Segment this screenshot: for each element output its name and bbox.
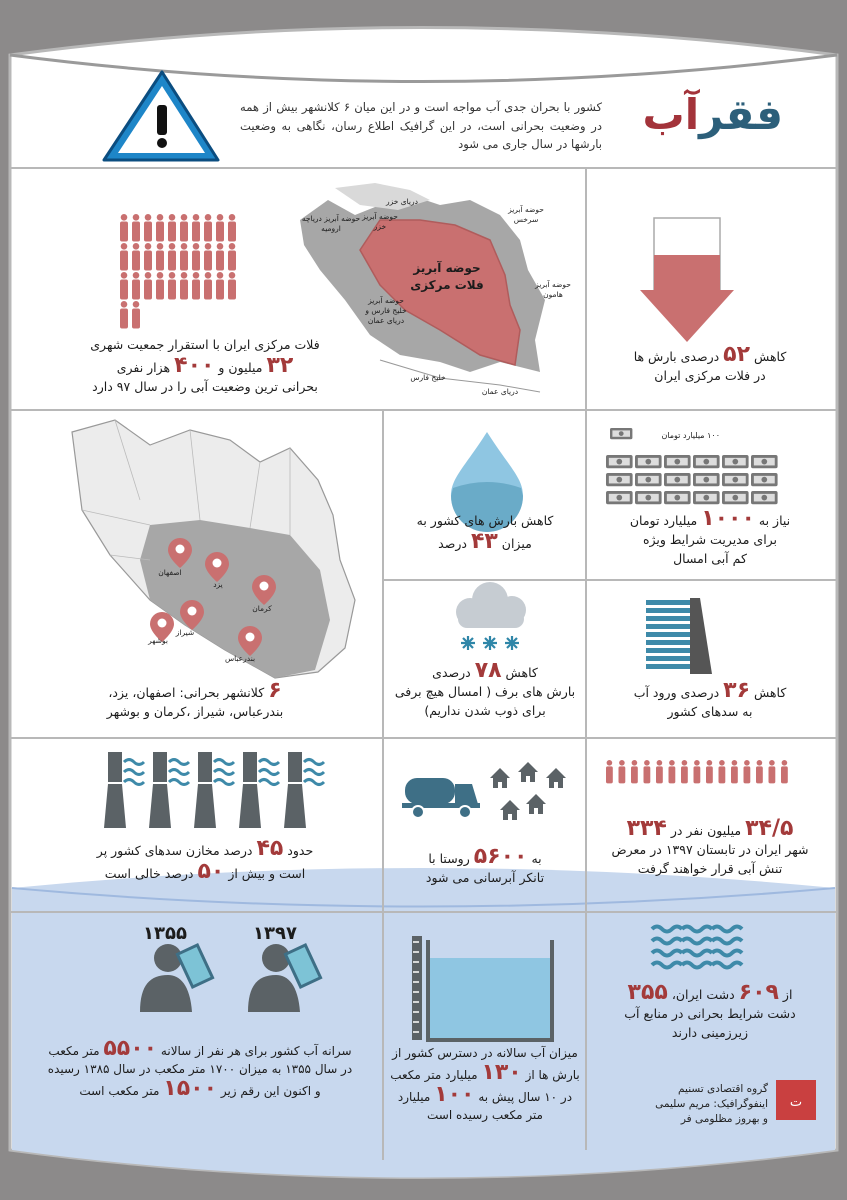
person-icon xyxy=(192,272,200,300)
map-label-urmia: حوضه آبریز دریاچه ارومیه xyxy=(301,214,361,233)
person-icon xyxy=(756,760,763,783)
money-line2: برای مدیریت شرایط ویژه xyxy=(642,531,778,547)
person-icon xyxy=(120,243,128,271)
dam-water-line xyxy=(646,616,690,621)
person-icon xyxy=(228,214,236,242)
plains-line2: دشت شرایط بحرانی در منابع آب xyxy=(624,1005,796,1021)
stress-line3: تنش آبی قرار خواهند گرفت xyxy=(637,860,783,876)
plains-pre: از xyxy=(782,987,793,1002)
population-number-1: ۳۲ xyxy=(266,352,294,378)
person-icon xyxy=(156,214,164,242)
snow-stat xyxy=(386,660,584,720)
person-icon xyxy=(719,760,726,783)
population-post: هزار نفری xyxy=(116,359,171,375)
person-icon xyxy=(744,760,751,783)
person-icon xyxy=(644,760,651,783)
person-icon xyxy=(204,272,212,300)
stress-number-2: ۳۳۴ xyxy=(626,816,667,841)
bill-icon xyxy=(664,491,691,504)
map-label-oman-sea: دریای عمان xyxy=(481,387,519,396)
dam-water-line xyxy=(646,624,690,629)
plains-number-2: ۳۵۵ xyxy=(627,980,668,1005)
bill-icon xyxy=(664,455,691,468)
population-stat xyxy=(60,336,350,396)
bill-icon xyxy=(693,455,720,468)
person-icon xyxy=(216,272,224,300)
cities-line2: بندرعباس، شیراز ،کرمان و بوشهر xyxy=(106,703,284,719)
bill-icon xyxy=(635,473,662,486)
reservoirs-mid: درصد مخازن سدهای کشور پر xyxy=(96,843,253,858)
person-icon xyxy=(228,272,236,300)
cities-stat xyxy=(30,680,360,722)
person-icon xyxy=(180,272,188,300)
dams-stat xyxy=(590,680,830,722)
person-icon xyxy=(132,214,140,242)
annual-number-1: ۱۳۰ xyxy=(481,1060,522,1085)
person-icon xyxy=(120,272,128,300)
person-icon xyxy=(156,272,164,300)
intro-text: کشور با بحران جدی آب مواجه است و در این میان ۶ کلانشهر بیش از همه در وضعیت بحرانی است، در این گرافیک اطلاع رسان، نگاهی به وضعیت بارشها در سال جاری می شود xyxy=(240,100,602,152)
annual-pre2: بارش ها از xyxy=(525,1068,580,1082)
rain-stat xyxy=(590,344,830,386)
city-label: کرمان xyxy=(252,604,272,613)
map-label-sarakhs: حوضه آبریز سرخس xyxy=(508,205,544,224)
person-icon xyxy=(144,243,152,271)
person-icon xyxy=(120,214,128,242)
percapita-unit1: متر مکعب xyxy=(48,1044,100,1058)
person-icon xyxy=(204,214,212,242)
page-title xyxy=(643,92,783,138)
person-icon xyxy=(669,760,676,783)
dam-water-line xyxy=(646,656,690,661)
bill-icon xyxy=(635,491,662,504)
villages-post: روستا با xyxy=(428,851,470,866)
person-icon xyxy=(204,243,212,271)
stress-number-1: ۳۴/۵ xyxy=(745,816,794,841)
dams-line2: به سدهای کشور xyxy=(667,703,753,719)
map-label-caspian-basin: حوضه آبریز خزر xyxy=(362,212,398,231)
precip-stat xyxy=(386,512,584,554)
city-label: اصفهان xyxy=(158,568,182,577)
rain-number: ۵۲ xyxy=(723,342,751,367)
annual-line4: متر مکعب رسیده است xyxy=(427,1108,543,1122)
person-icon xyxy=(144,214,152,242)
bill-icon xyxy=(606,491,633,504)
person-icon xyxy=(619,760,626,783)
person-icon xyxy=(631,760,638,783)
precip-pre: میزان xyxy=(501,535,532,551)
bill-icon xyxy=(751,455,778,468)
credit-line2: اینفوگرافیک: مریم سلیمی xyxy=(655,1098,768,1111)
dam-water-line xyxy=(646,632,690,637)
population-line3: بحرانی ترین وضعیت آبی را در سال ۹۷ دارد xyxy=(92,378,318,394)
money-stat xyxy=(590,508,830,568)
bill-icon xyxy=(606,455,633,468)
bill-icon xyxy=(722,473,749,486)
stress-mid: میلیون نفر در xyxy=(670,823,742,838)
plains-line3: زیرزمینی دارند xyxy=(671,1024,749,1040)
title-part-1: فقر xyxy=(699,90,783,139)
credit-line3: و بهروز مظلومی فر xyxy=(680,1113,768,1126)
map-label-persian-gulf: خلیج فارس xyxy=(410,373,446,382)
stress-people-icons xyxy=(606,760,788,783)
snow-number: ۷۸ xyxy=(474,658,502,683)
annual-line1: میزان آب سالانه در دسترس کشور از xyxy=(392,1046,578,1060)
logo-glyph: ت xyxy=(789,1095,803,1110)
person-icon xyxy=(606,760,613,783)
bill-icon xyxy=(722,491,749,504)
bill-icon xyxy=(606,473,633,486)
person-icon xyxy=(216,243,224,271)
snow-post: درصدی xyxy=(432,665,471,680)
dams-pre: کاهش xyxy=(753,685,787,700)
person-icon xyxy=(168,272,176,300)
rain-pre: کاهش xyxy=(754,349,787,364)
dam-water-line xyxy=(646,600,690,605)
city-label: یزد xyxy=(213,580,223,589)
villages-line2: تانکر آبرسانی می شود xyxy=(425,869,545,885)
reservoirs-number-1: ۴۵ xyxy=(256,836,284,861)
person-icon xyxy=(168,243,176,271)
person-icon xyxy=(681,760,688,783)
person-icon xyxy=(180,214,188,242)
tasnim-logo xyxy=(776,1080,816,1120)
bill-icon xyxy=(693,473,720,486)
rain-line2: در فلات مرکزی ایران xyxy=(654,367,766,383)
person-icon xyxy=(132,301,140,329)
cities-line1: کلانشهر بحرانی: اصفهان، یزد، xyxy=(108,685,265,700)
dam-water-line xyxy=(646,640,690,645)
snow-pre: کاهش xyxy=(505,665,538,680)
person-icon xyxy=(192,214,200,242)
reservoirs-number-2: ۵۰ xyxy=(197,858,225,884)
title-part-2: آب xyxy=(642,90,700,139)
reservoirs-line2b: درصد خالی است xyxy=(104,865,194,881)
population-line1: فلات مرکزی ایران با استقرار جمعیت شهری xyxy=(90,337,320,352)
percapita-stat xyxy=(20,1038,380,1100)
plains-stat xyxy=(590,982,830,1042)
map-label-hamun: حوضه آبریز هامون xyxy=(535,280,571,299)
person-icon xyxy=(192,243,200,271)
stress-line2: شهر ایران در تابستان ۱۳۹۷ در معرض xyxy=(611,841,809,857)
percapita-line2: در سال ۱۳۵۵ به میزان ۱۷۰۰ متر مکعب در سال ۱۳۸۵ رسیده xyxy=(47,1062,353,1076)
person-icon xyxy=(156,243,164,271)
annual-pre3: در ۱۰ سال پیش به xyxy=(478,1090,573,1104)
percapita-number-2: ۱۵۰۰ xyxy=(163,1076,217,1101)
bill-icon xyxy=(751,473,778,486)
precip-line1: کاهش بارش های کشور به xyxy=(416,513,554,528)
plains-mid: دشت ایران، xyxy=(671,987,735,1002)
money-line3: کم آبی امسال xyxy=(673,550,747,566)
dam-water-line xyxy=(646,608,690,613)
annual-stat xyxy=(386,1044,584,1124)
population-mid: میلیون و xyxy=(218,359,263,375)
percapita-number-1: ۵۵۰۰ xyxy=(103,1036,158,1061)
bill-icon xyxy=(664,473,691,486)
bill-icon xyxy=(751,491,778,504)
dams-number: ۳۶ xyxy=(723,678,750,703)
money-legend: ۱۰۰ میلیارد تومان xyxy=(661,431,720,440)
annual-number-2: ۱۰۰ xyxy=(434,1082,475,1107)
person-icon xyxy=(228,243,236,271)
credit-line1: گروه اقتصادی تسنیم xyxy=(678,1083,768,1095)
villages-pre: به xyxy=(531,851,542,866)
percapita-line1: سرانه آب کشور برای هر نفر از سالانه xyxy=(160,1044,352,1058)
person-icon xyxy=(132,272,140,300)
villages-number: ۵۶۰۰ xyxy=(473,844,528,869)
money-pre: نیاز به xyxy=(758,513,791,528)
snow-line3: برای ذوب شدن نداریم) xyxy=(424,702,546,718)
snow-line2: بارش های برف ( امسال هیچ برفی xyxy=(394,683,576,699)
person-icon xyxy=(656,760,663,783)
precip-post: درصد xyxy=(438,535,467,551)
city-label: بوشهر xyxy=(148,636,168,645)
bill-icon xyxy=(722,455,749,468)
reservoirs-pre: حدود xyxy=(287,843,314,858)
person-icon xyxy=(781,760,788,783)
dam-water-line xyxy=(646,648,690,653)
person-icon xyxy=(168,214,176,242)
stress-stat xyxy=(590,818,830,878)
person-icon xyxy=(694,760,701,783)
precip-number: ۴۳ xyxy=(470,528,498,554)
person-icon xyxy=(216,214,224,242)
year-old: ۱۳۵۵ xyxy=(143,923,187,944)
cities-number: ۶ xyxy=(268,678,282,703)
person-icon xyxy=(706,760,713,783)
city-label: بندرعباس xyxy=(224,654,256,663)
bill-icon xyxy=(635,455,662,468)
dam-water-line xyxy=(646,664,690,669)
person-icon xyxy=(120,301,128,329)
person-icon xyxy=(144,272,152,300)
reservoirs-line2a: است و بیش از xyxy=(228,865,306,881)
rain-post: درصدی بارش ها xyxy=(633,349,720,364)
villages-stat xyxy=(386,846,584,888)
year-new: ۱۳۹۷ xyxy=(253,923,297,944)
person-icon xyxy=(132,243,140,271)
annual-post3: میلیارد xyxy=(397,1090,431,1104)
city-label: شیراز xyxy=(175,628,195,637)
money-number: ۱۰۰۰ xyxy=(701,506,755,531)
percapita-unit2: متر مکعب است xyxy=(79,1084,160,1098)
person-icon xyxy=(180,243,188,271)
money-post: میلیارد تومان xyxy=(629,513,698,528)
dams-post: درصدی ورود آب xyxy=(633,685,720,700)
person-icon xyxy=(731,760,738,783)
population-number-2: ۴۰۰ xyxy=(174,352,215,378)
bill-icon xyxy=(693,491,720,504)
plains-number-1: ۶۰۹ xyxy=(738,980,779,1005)
map-label-caspian-sea: دریای خزر xyxy=(386,197,418,206)
percapita-line3: و اکنون این رقم زیر xyxy=(220,1084,321,1098)
person-icon xyxy=(769,760,776,783)
map-main-label: حوضه آبریز فلات مرکزی xyxy=(410,261,484,292)
annual-post2: میلیارد متر مکعب xyxy=(390,1068,478,1082)
reservoirs-stat xyxy=(40,838,370,884)
credit xyxy=(628,1082,768,1128)
map-label-persian-gulf-basin: حوضه آبریز خلیج فارس و دریای عمان xyxy=(365,296,407,325)
